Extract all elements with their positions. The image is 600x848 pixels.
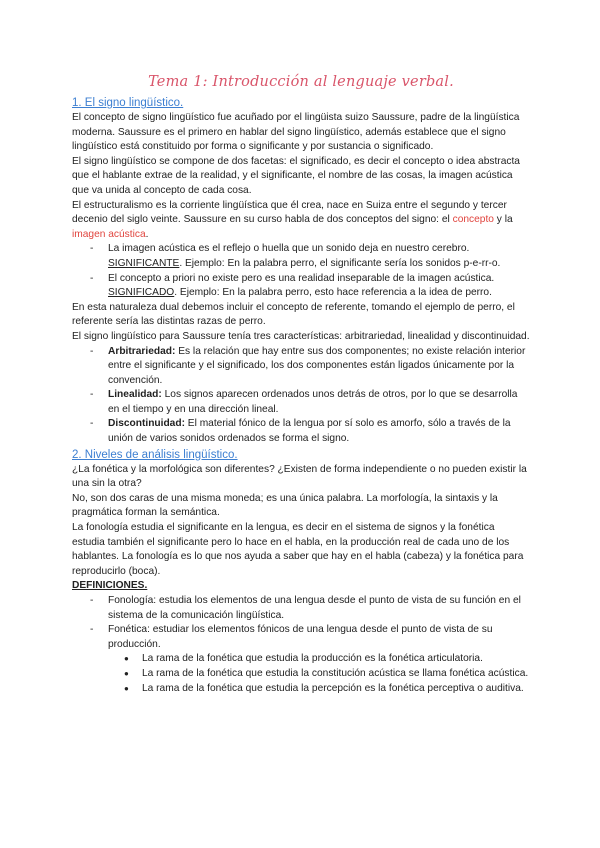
term-significado: SIGNIFICADO xyxy=(108,287,175,299)
definitions-heading: DEFINICIONES. xyxy=(72,580,148,592)
highlight-imagen-acustica: imagen acústica xyxy=(72,228,146,240)
list-item-text: El concepto a priori no existe pero es una realidad inseparable de la imagen acústica. xyxy=(108,272,495,284)
term-arbitrariedad: Arbitrariedad: xyxy=(108,345,176,357)
highlight-concepto: concepto xyxy=(452,214,494,226)
term-significante: SIGNIFICANTE xyxy=(108,257,180,269)
paragraph-text: El estructuralismo es la corriente lingüística que él crea, nace en Suiza entre el segundo y tercer decenio del siglo veinte. Saussure en su curso habla de dos conceptos del signo: el xyxy=(72,199,507,226)
period: . xyxy=(145,228,149,240)
list-item-text: El material fónico de la lengua por sí solo es amorfo, sólo a través de la unión de varios sonidos ordenados se forma el signo. xyxy=(108,418,511,445)
conjunction: y la xyxy=(493,214,513,226)
paragraph: El signo lingüístico se compone de dos facetas: el significado, es decir el concepto o idea abstracta que el hablante extrae de la realidad, y el significante, el nombre de las cosas, la imagen acústica que va unida al concepto de cada cosa. xyxy=(72,155,520,196)
list-item xyxy=(90,345,530,389)
bullet-item: ● La rama de la fonética que estudia la percepción es la fonética perceptiva o auditiva. xyxy=(120,682,530,697)
bullet-item: ● La rama de la fonética que estudia la producción es la fonética articulatoria. xyxy=(120,652,530,667)
term-discontinuidad: Discontinuidad: xyxy=(108,418,185,430)
definitions-list xyxy=(90,594,530,696)
paragraph: El concepto de signo lingüístico fue acuñado por el lingüista suizo Saussure, padre de la lingüística moderna. Saussure es el primero en hablar del signo lingüístico, además establece que el signo lingüístico está constituido por forma o significante y por sustancia o significado. xyxy=(72,112,520,153)
bullet-list xyxy=(120,652,530,696)
list-item-rest: . Ejemplo: En la palabra perro, el significante sería los sonidos p-e-rr-o. xyxy=(179,257,501,269)
paragraph: No, son dos caras de una misma moneda; es una única palabra. La morfología, la sintaxis y la pragmática forman la semántica. xyxy=(72,492,498,519)
paragraph: La fonología estudia el significante en la lengua, es decir en el sistema de signos y la fonética estudia también el significante pero lo hace en el habla, en la producción real de cada uno de los hablantes. La fonología es lo que nos ayuda a saber que hay en el habla (cabeza) y la fonética para reproducirlo (boca). xyxy=(72,522,524,577)
bullet-item: ● La rama de la fonética que estudia la constitución acústica se llama fonética acústica. xyxy=(120,667,530,682)
list-item xyxy=(90,272,530,301)
paragraph: En esta naturaleza dual debemos incluir el concepto de referente, tomando el ejemplo de perro, el referente sería las distintas razas de perro. xyxy=(72,301,515,328)
definitions-label xyxy=(72,579,530,594)
list-item xyxy=(90,242,530,271)
list-item-rest: . Ejemplo: En la palabra perro, esto hace referencia a la idea de perro. xyxy=(174,287,492,299)
paragraph: El signo lingüístico para Saussure tenía tres características: arbitrariedad, linealidad y discontinuidad. xyxy=(72,330,530,342)
term-linealidad: Linealidad: xyxy=(108,389,162,401)
list-item-text: Fonética: estudiar los elementos fónicos de una lengua desde el punto de vista de su producción. xyxy=(108,624,493,650)
section-2-heading: 2. Niveles de análisis lingüístico. xyxy=(72,448,238,461)
list-item xyxy=(90,388,530,417)
characteristics-list xyxy=(90,345,530,447)
dash-list xyxy=(90,242,530,300)
list-item-text: Los signos aparecen ordenados unos detrás de otros, por lo que se desarrolla en el tiempo y en una dirección lineal. xyxy=(108,389,518,415)
list-item xyxy=(90,417,530,446)
list-item-text: La imagen acústica es el reflejo o huella que un sonido deja en nuestro cerebro. xyxy=(108,243,470,255)
section-1-heading: 1. El signo lingüístico. xyxy=(72,97,184,109)
list-item: - Fonología: estudia los elementos de una lengua desde el punto de vista de su función en el sistema de la comunicación lingüística. xyxy=(90,594,530,623)
list-item xyxy=(90,623,530,696)
paragraph xyxy=(72,199,530,243)
page-title: Tema 1: Introducción al lenguaje verbal. xyxy=(148,74,454,90)
list-item-text: Es la relación que hay entre sus dos componentes; no existe relación interior entre el significante y el significado, los dos componentes están ligados únicamente por la convención. xyxy=(108,345,526,386)
paragraph: ¿La fonética y la morfológica son diferentes? ¿Existen de forma independiente o no pueden existir la una sin la otra? xyxy=(72,463,527,490)
